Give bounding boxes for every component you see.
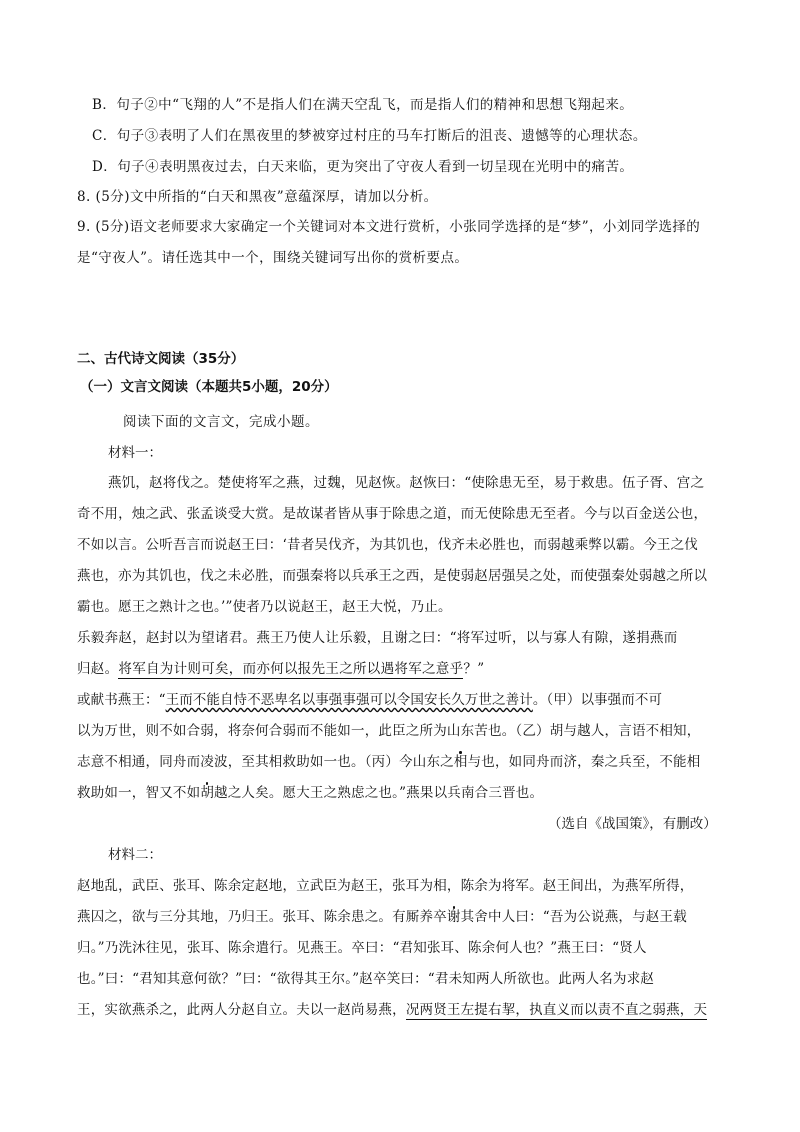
material-2-text-line: 归。”乃洗沐往见，张耳、陈余遣行。见燕王。卒曰：“君知张耳、陈余何人也？”燕王曰：“贤人: [77, 940, 647, 956]
material-1-text-line: 燕也，亦为其饥也，伐之未必胜，而强秦将以兵承王之西，是使弱赵居强吴之处，而使强秦处弱越之所以: [77, 568, 708, 584]
dotted-character: 谢: [446, 909, 461, 925]
material-1-text-line: 奇不用，烛之武、张孟谈受大赏。是故谋者皆从事于除患之道，而无使除患无至者。今与以百金送公也，: [77, 506, 708, 522]
question-8: 8. (5分)文中所指的“白天和黑夜”意蕴深厚，请加以分析。: [77, 189, 438, 205]
material-1-text-line: [77, 660, 484, 678]
source-citation: （选自《战国策》，有删改）: [548, 816, 717, 832]
dotted-character: 胡: [200, 785, 215, 801]
question-9-line-2: 是“守夜人”。请任选其中一个，围绕关键词写出你的赏析要点。: [77, 250, 469, 266]
text-segment: 与也，如同舟而济，秦之兵至，不能相: [467, 754, 701, 770]
text-segment: 救助如一，智又不如: [77, 785, 201, 801]
text-segment: 其舍中人曰：“吾为公说燕，与赵王载: [460, 909, 687, 925]
text-segment: 归赵。: [77, 661, 119, 677]
text-segment: 志意不相通，同舟而凌波，至其相救助如一也。（丙）今山东之: [77, 754, 454, 770]
material-1-text-line: 燕饥，赵将伐之。楚使将军之燕，过魏，见赵恢。赵恢曰：“使除患无至，易于救患。伍子胥、宫之: [108, 475, 705, 491]
dotted-character: 相: [453, 754, 468, 770]
question-9-line-1: 9. (5分)语文老师要求大家确定一个关键词对本文进行赏析，小张同学选择的是“梦”，小刘同学选择的: [77, 219, 701, 235]
material-1-text-line: [77, 753, 700, 771]
text-segment: 王，实欲燕杀之，此两人分赵自立。夫以一赵尚易燕，: [77, 1002, 406, 1018]
text-segment: 燕囚之，欲与三分其地，乃归王。张耳、陈余患之。有厮养卒: [77, 909, 447, 925]
text-segment: 或献书燕王：“: [77, 692, 166, 708]
material-2-text-line: [77, 908, 687, 926]
material-1-text-line: 霸也。愿王之熟计之也。’”使者乃以说赵王，赵王大悦，乃止。: [77, 599, 452, 615]
instruction: 阅读下面的文言文，完成小题。: [123, 414, 319, 430]
material-2-text-line: 也。”曰：“君知其意何欲？”曰：“欲得其王尔。”赵卒笑曰：“君未知两人所欲也。此两人名为求赵: [77, 971, 655, 987]
text-segment: 。（甲）以事强而不可: [532, 692, 663, 708]
material-1-label: 材料一：: [108, 445, 162, 461]
section-subtitle: （一）文言文阅读（本题共5小题，20分）: [80, 379, 338, 395]
section-title: 二、古代诗文阅读（35分）: [77, 351, 245, 367]
material-2-text-line: [77, 1001, 707, 1019]
option-b: B．句子②中“飞翔的人”不是指人们在满天空乱飞，而是指人们的精神和思想飞翔起来。: [92, 97, 634, 113]
material-1-text-line: 以为万世，则不如合弱，将奈何合弱而不能如一，此臣之所为山东苦也。（乙）胡与越人，言语不相知，: [77, 723, 701, 739]
material-2-label: 材料二：: [108, 847, 162, 863]
underlined-sentence: 将军自为计则可矣，而亦何以报先王之所以遇将军之意乎: [118, 661, 464, 677]
option-c: C．句子③表明了人们在黑夜里的梦被穿过村庄的马车打断后的沮丧、遗憾等的心理状态。: [92, 128, 647, 144]
option-d: D．句子④表明黑夜过去，白天来临，更为突出了守夜人看到一切呈现在光明中的痛苦。: [92, 159, 634, 175]
material-2-text-line: 赵地乱，武臣、张耳、陈余定赵地，立武臣为赵王，张耳为相，陈余为将军。赵王间出，为燕军所得，: [77, 878, 694, 894]
text-segment: 越之人矣。愿大王之熟虑之也。”燕果以兵南合三晋也。: [214, 785, 544, 801]
material-1-text-line: 乐毅奔赵，赵封以为望诸君。燕王乃使人让乐毅，且谢之曰：“将军过听，以与寡人有隙，遂捐燕而: [77, 630, 678, 646]
material-1-text-line: [77, 784, 543, 802]
wavy-underlined-sentence: 王而不能自恃不恶卑名以事强事强可以令国安长久万世之善计: [165, 692, 533, 708]
material-1-text-line: 不如以言。公听吾言而说赵王曰：‘昔者吴伐齐，为其饥也，伐齐未必胜也，而弱越乘弊以霸。今王之伐: [77, 537, 698, 553]
underlined-sentence: 况两贤王左提右挈，执直义而以责不直之弱燕，天: [405, 1002, 708, 1018]
text-segment: ？”: [463, 661, 485, 677]
material-1-text-line: [77, 691, 662, 709]
